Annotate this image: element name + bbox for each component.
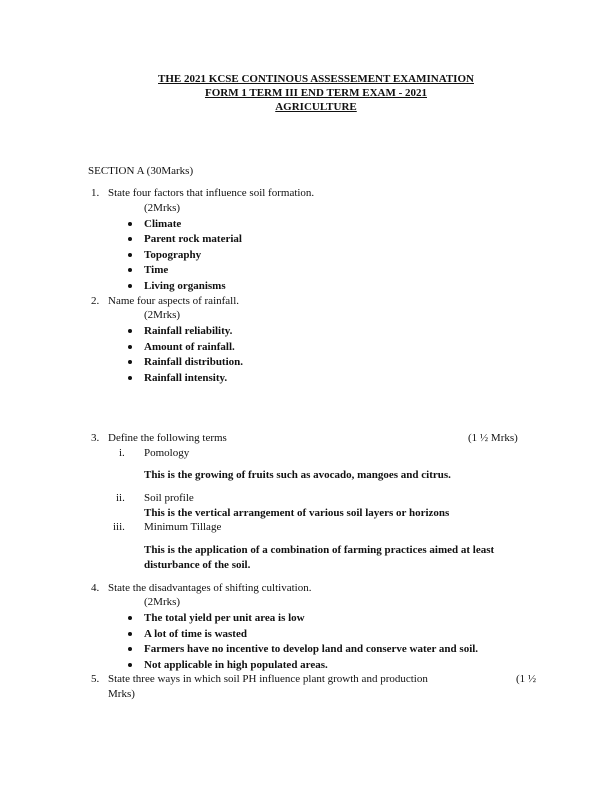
question-marks: (2Mrks) [144, 202, 181, 214]
answer: A lot of time is wasted [144, 628, 247, 640]
definition: This is the growing of fruits such as avocado, mangoes and citrus. [144, 469, 451, 481]
bullet-icon [128, 284, 132, 288]
question-text: State four factors that influence soil formation. [108, 187, 315, 199]
term-number: ii. [116, 492, 125, 504]
question-number: 1. [91, 187, 100, 199]
answer: Climate [144, 218, 182, 230]
bullet-icon [128, 616, 132, 620]
question-number: 4. [91, 582, 100, 594]
question-text: Name four aspects of rainfall. [108, 295, 240, 307]
bullet-icon [128, 268, 132, 272]
answer: Rainfall intensity. [144, 372, 228, 384]
bullet-icon [128, 632, 132, 636]
definition: This is the application of a combination of farming practices aimed at least [144, 544, 495, 556]
term: Soil profile [144, 492, 194, 504]
bullet-icon [128, 663, 132, 667]
definition: This is the vertical arrangement of various soil layers or horizons [144, 507, 450, 519]
definition: disturbance of the soil. [144, 559, 251, 571]
question-text: State the disadvantages of shifting cultivation. [108, 582, 312, 594]
exam-subtitle: FORM 1 TERM III END TERM EXAM - 2021 [204, 87, 428, 99]
answer: Rainfall distribution. [144, 356, 244, 368]
bullet-icon [128, 329, 132, 333]
question-number: 5. [91, 673, 100, 685]
question-number: 2. [91, 295, 100, 307]
bullet-icon [128, 647, 132, 651]
section-heading: SECTION A (30Marks) [88, 165, 194, 177]
term: Minimum Tillage [144, 521, 222, 533]
question-text: Define the following terms [108, 432, 227, 444]
answer: Topography [144, 249, 202, 261]
question-number: 3. [91, 432, 100, 444]
term-number: i. [119, 447, 125, 459]
question-marks: (2Mrks) [144, 596, 181, 608]
answer: Living organisms [144, 280, 226, 292]
bullet-icon [128, 345, 132, 349]
question-text: State three ways in which soil PH influence plant growth and production [108, 673, 428, 685]
answer: Farmers have no incentive to develop land and conserve water and soil. [144, 643, 479, 655]
answer: Amount of rainfall. [144, 341, 235, 353]
answer: The total yield per unit area is low [144, 612, 305, 624]
subject-title: AGRICULTURE [275, 101, 357, 113]
bullet-icon [128, 360, 132, 364]
question-marks-continued: Mrks) [108, 688, 135, 700]
question-marks: (2Mrks) [144, 309, 181, 321]
answer: Rainfall reliability. [144, 325, 233, 337]
bullet-icon [128, 253, 132, 257]
answer: Parent rock material [144, 233, 242, 245]
term: Pomology [144, 447, 190, 459]
question-marks: (1 ½ Mrks) [468, 432, 518, 444]
bullet-icon [128, 222, 132, 226]
answer: Not applicable in high populated areas. [144, 659, 328, 671]
term-number: iii. [113, 521, 125, 533]
question-marks: (1 ½ [516, 673, 537, 685]
exam-title: THE 2021 KCSE CONTINOUS ASSESSEMENT EXAMINATION [158, 73, 474, 85]
answer: Time [144, 264, 169, 276]
bullet-icon [128, 237, 132, 241]
bullet-icon [128, 376, 132, 380]
